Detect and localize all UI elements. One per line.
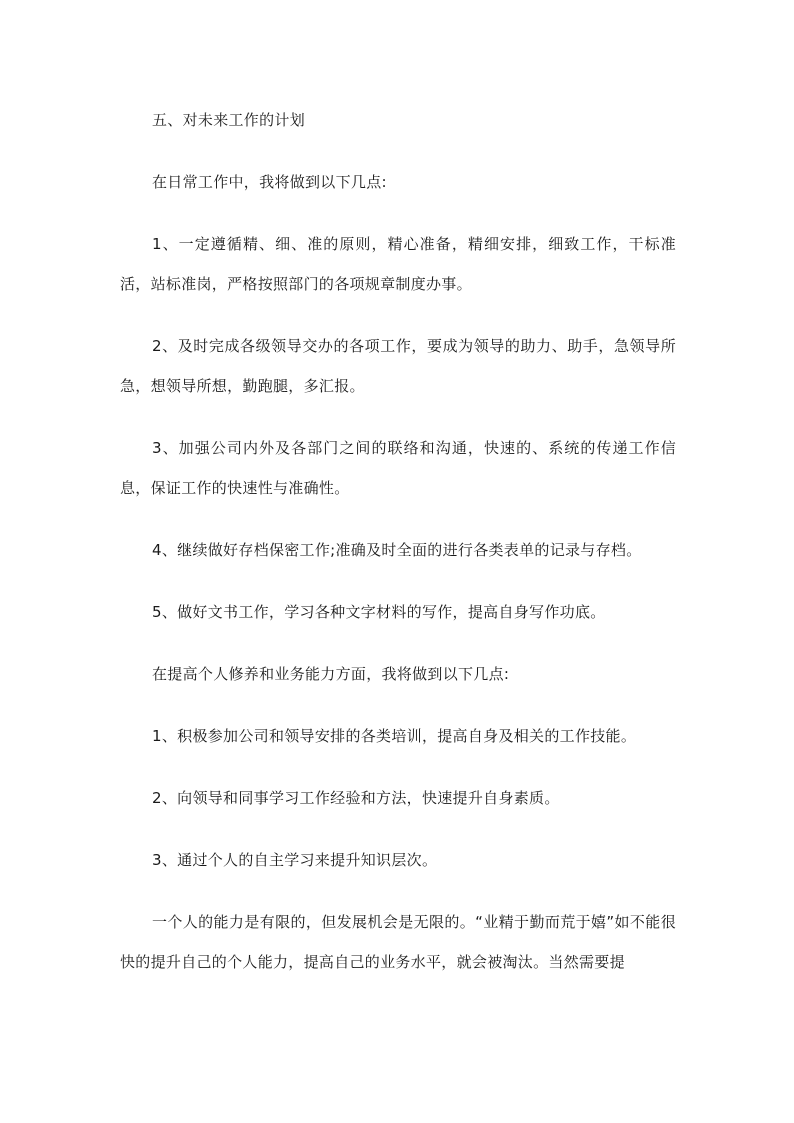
paragraph-daily-item-1: 1、一定遵循精、细、准的原则，精心准备，精细安排，细致工作，干标准活，站标准岗，严格按照部门的各项规章制度办事。 bbox=[120, 235, 676, 293]
section-heading-future-plan: 五、对未来工作的计划 bbox=[152, 111, 306, 129]
paragraph-closing: 一个人的能力是有限的，但发展机会是无限的。“业精于勤而荒于嬉”如不能很快的提升自己的个人能力，提高自己的业务水平，就会被淘汰。当然需要提 bbox=[120, 913, 676, 971]
document-body bbox=[120, 100, 676, 1004]
paragraph-improvement-item-1: 1、积极参加公司和领导安排的各类培训，提高自身及相关的工作技能。 bbox=[152, 727, 637, 745]
paragraph-daily-item-5: 5、做好文书工作，学习各种文字材料的写作，提高自身写作功底。 bbox=[152, 603, 606, 621]
paragraph-daily-item-4: 4、继续做好存档保密工作;准确及时全面的进行各类表单的记录与存档。 bbox=[152, 541, 642, 559]
paragraph-daily-item-3: 3、加强公司内外及各部门之间的联络和沟通，快速的、系统的传递工作信息，保证工作的快速性与准确性。 bbox=[120, 439, 676, 497]
paragraph-improvement-item-2: 2、向领导和同事学习工作经验和方法，快速提升自身素质。 bbox=[152, 789, 560, 807]
paragraph-improvement-item-3: 3、通过个人的自主学习来提升知识层次。 bbox=[152, 851, 438, 869]
paragraph-daily-work-intro: 在日常工作中，我将做到以下几点: bbox=[152, 173, 387, 191]
paragraph-improvement-intro: 在提高个人修养和业务能力方面，我将做到以下几点: bbox=[152, 665, 510, 683]
paragraph-daily-item-2: 2、及时完成各级领导交办的各项工作，要成为领导的助力、助手，急领导所急，想领导所想，勤跑腿，多汇报。 bbox=[120, 337, 676, 395]
